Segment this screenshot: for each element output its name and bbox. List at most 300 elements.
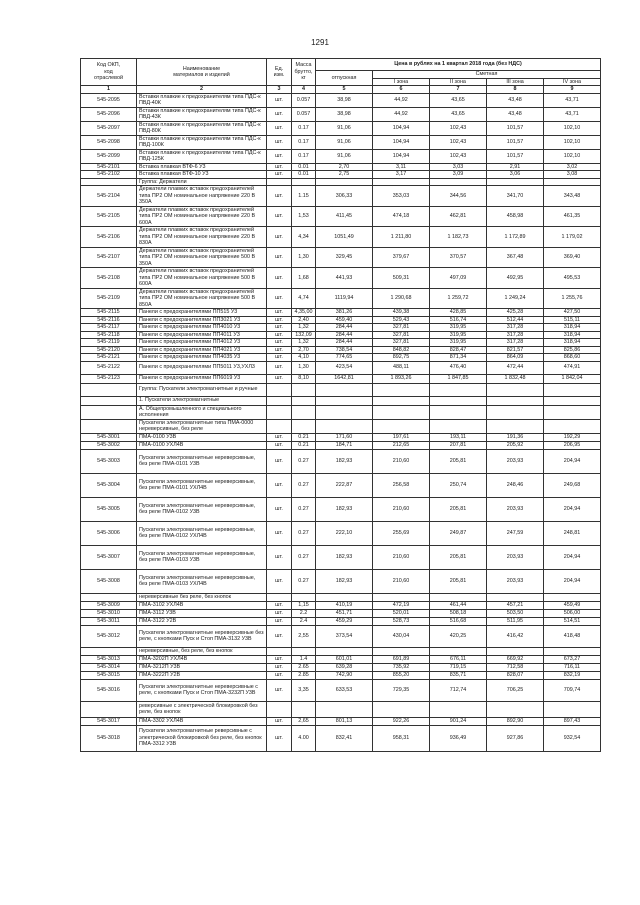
group-empty-cell [316, 405, 373, 419]
row-price-zone-1: 44,92 [373, 107, 430, 121]
table-row [81, 545, 601, 569]
row-price-zone-4: 515,11 [544, 316, 601, 324]
row-price-factory: 2,75 [316, 171, 373, 179]
row-unit: шт. [267, 163, 292, 171]
row-name: ПМА-0100 УХЛ4В [137, 441, 267, 449]
row-price-factory: 91,06 [316, 149, 373, 163]
row-price-zone-3: 317,28 [487, 331, 544, 339]
row-price-zone-2: 428,85 [430, 309, 487, 317]
row-price-zone-4: 204,94 [544, 449, 601, 473]
table-row [81, 441, 601, 449]
row-unit: шт. [267, 569, 292, 593]
row-name: Держатели плавких вставок предохранителей типа ПР2 ОМ номинальное напряжение 500 В 350А [137, 247, 267, 268]
row-name: Панели с предохранителями ПП6019 У3 [137, 374, 267, 383]
row-price-zone-4: 461,35 [544, 206, 601, 227]
row-price-zone-3: 248,46 [487, 473, 544, 497]
table-row [81, 569, 601, 593]
col-number-2: 2 [137, 86, 267, 94]
header-mass: Масса брутто, кг [292, 59, 316, 86]
row-price-zone-4: 204,94 [544, 545, 601, 569]
row-price-factory: 373,54 [316, 625, 373, 647]
row-price-zone-1: 212,65 [373, 441, 430, 449]
row-mass: 2.65 [292, 663, 316, 671]
row-mass: 2.4 [292, 617, 316, 625]
row-price-zone-4: 318,94 [544, 331, 601, 339]
group-title: Группа: Держатели [137, 178, 267, 186]
row-mass: 4,10 [292, 354, 316, 362]
row-code: 545-2105 [81, 206, 137, 227]
group-code-cell [81, 647, 137, 655]
row-price-zone-2: 1 847,85 [430, 374, 487, 383]
row-price-zone-4: 192,29 [544, 433, 601, 441]
row-name: Держатели плавких вставок предохранителей типа ПР2 ОМ номинальное напряжение 220 В 600А [137, 206, 267, 227]
row-price-zone-1: 474,18 [373, 206, 430, 227]
row-price-zone-2: 250,74 [430, 473, 487, 497]
group-empty-cell [316, 419, 373, 433]
row-price-zone-2: 420,25 [430, 625, 487, 647]
row-price-zone-4: 206,95 [544, 441, 601, 449]
row-price-zone-1: 353,03 [373, 186, 430, 207]
row-price-zone-2: 712,74 [430, 679, 487, 701]
table-row [81, 339, 601, 347]
row-price-zone-1: 327,81 [373, 339, 430, 347]
table-row [81, 679, 601, 701]
row-mass: 1.15 [292, 186, 316, 207]
group-empty-cell [373, 647, 430, 655]
row-price-zone-3: 821,57 [487, 346, 544, 354]
row-price-factory: 284,44 [316, 339, 373, 347]
row-unit: шт. [267, 247, 292, 268]
group-empty-cell [292, 178, 316, 186]
row-mass: 0.27 [292, 545, 316, 569]
row-price-zone-4: 1 179,02 [544, 227, 601, 248]
row-name: Панели с предохранителями ПП4021 У3 [137, 346, 267, 354]
row-name: Пускатели электромагнитные нереверсивные, без реле ПМА-0102 УХЛ4В [137, 521, 267, 545]
row-mass: 1,68 [292, 268, 316, 289]
row-price-zone-2: 461,44 [430, 601, 487, 609]
row-price-zone-4: 459,49 [544, 601, 601, 609]
row-price-zone-2: 207,81 [430, 441, 487, 449]
group-empty-cell [430, 647, 487, 655]
row-name: Вставки плавкие к предохранителям типа ПДС-к ПВД-43К [137, 107, 267, 121]
row-price-zone-2: 871,34 [430, 354, 487, 362]
group-row [81, 419, 601, 433]
row-mass: 0.17 [292, 149, 316, 163]
row-unit: шт. [267, 135, 292, 149]
row-price-zone-2: 1 182,73 [430, 227, 487, 248]
row-mass: 1,30 [292, 361, 316, 374]
row-price-zone-3: 1 249,24 [487, 288, 544, 309]
row-price-zone-4: 514,51 [544, 617, 601, 625]
row-mass: 3,35 [292, 679, 316, 701]
row-mass: 1,30 [292, 247, 316, 268]
row-price-zone-1: 210,60 [373, 545, 430, 569]
page-number: 1291 [311, 38, 329, 47]
row-price-zone-4: 673,27 [544, 655, 601, 663]
row-name: Пускатели электромагнитные нереверсивные без реле, с кнопками Пуск и Стоп ПМА-3132 У3В [137, 625, 267, 647]
row-price-factory: 410,19 [316, 601, 373, 609]
group-empty-cell [544, 419, 601, 433]
group-code-cell [81, 701, 137, 717]
row-name: Панели с предохранителями ПП515 У3 [137, 309, 267, 317]
row-code: 545-3008 [81, 569, 137, 593]
group-empty-cell [544, 701, 601, 717]
row-price-zone-1: 848,82 [373, 346, 430, 354]
row-mass: 2,55 [292, 625, 316, 647]
row-code: 545-3009 [81, 601, 137, 609]
row-unit: шт. [267, 331, 292, 339]
row-code: 545-2095 [81, 93, 137, 107]
row-unit: шт. [267, 206, 292, 227]
row-price-zone-2: 1 259,72 [430, 288, 487, 309]
row-mass: 1.4 [292, 655, 316, 663]
row-price-zone-1: 509,31 [373, 268, 430, 289]
row-mass: 8,10 [292, 374, 316, 383]
row-mass: 0.27 [292, 449, 316, 473]
table-row [81, 171, 601, 179]
row-price-zone-3: 828,07 [487, 671, 544, 679]
row-price-zone-3: 317,28 [487, 324, 544, 332]
row-name: Панели с предохранителями ПП4035 У3 [137, 354, 267, 362]
row-code: 545-2108 [81, 268, 137, 289]
group-empty-cell [544, 405, 601, 419]
header-zone-1: I зона [373, 78, 430, 86]
row-price-zone-4: 868,60 [544, 354, 601, 362]
row-mass: 0.17 [292, 135, 316, 149]
group-code-cell [81, 405, 137, 419]
row-price-zone-4: 495,53 [544, 268, 601, 289]
row-price-zone-3: 203,93 [487, 569, 544, 593]
table-row [81, 93, 601, 107]
table-row [81, 717, 601, 725]
row-price-factory: 459,40 [316, 316, 373, 324]
row-mass: 0.057 [292, 93, 316, 107]
header-zone-3: III зона [487, 78, 544, 86]
row-name: Вставка плавкая ВТФ-6 У3 [137, 163, 267, 171]
group-empty-cell [316, 396, 373, 405]
row-price-factory: 1119,94 [316, 288, 373, 309]
group-empty-cell [292, 593, 316, 601]
row-price-factory: 38,98 [316, 107, 373, 121]
row-price-zone-4: 825,86 [544, 346, 601, 354]
row-price-zone-4: 897,43 [544, 717, 601, 725]
row-name: Держатели плавких вставок предохранителей типа ПР2 ОМ номинальное напряжение 500 В 600А [137, 268, 267, 289]
row-unit: шт. [267, 288, 292, 309]
row-name: ПМА-3302 УХЛ4В [137, 717, 267, 725]
group-empty-cell [430, 701, 487, 717]
row-mass: 0.01 [292, 163, 316, 171]
col-number-3: 3 [267, 86, 292, 94]
row-mass: 2,40 [292, 316, 316, 324]
row-code: 545-2119 [81, 339, 137, 347]
header-zone-4: IV зона [544, 78, 601, 86]
row-price-zone-3: 503,50 [487, 609, 544, 617]
col-number-4: 4 [292, 86, 316, 94]
row-price-zone-2: 516,68 [430, 617, 487, 625]
row-price-zone-1: 379,67 [373, 247, 430, 268]
group-title: нереверсивные без реле, без кнопок [137, 593, 267, 601]
row-price-zone-2: 102,43 [430, 135, 487, 149]
row-unit: шт. [267, 601, 292, 609]
row-unit: шт. [267, 171, 292, 179]
row-code: 545-2118 [81, 331, 137, 339]
group-row [81, 593, 601, 601]
row-price-zone-2: 43,65 [430, 93, 487, 107]
row-name: Держатели плавких вставок предохранителей типа ПР2 ОМ номинальное напряжение 220 В 350А [137, 186, 267, 207]
row-mass: 2.2 [292, 609, 316, 617]
row-price-zone-2: 3,03 [430, 163, 487, 171]
row-price-zone-3: 3,06 [487, 171, 544, 179]
row-price-factory: 182,93 [316, 545, 373, 569]
group-empty-cell [267, 396, 292, 405]
row-price-zone-1: 210,60 [373, 569, 430, 593]
row-price-zone-4: 248,81 [544, 521, 601, 545]
group-empty-cell [487, 383, 544, 396]
row-price-factory: 284,44 [316, 324, 373, 332]
row-unit: шт. [267, 339, 292, 347]
row-price-zone-4: 418,48 [544, 625, 601, 647]
group-title: реверсивные с электрической блокировкой без реле, без кнопок [137, 701, 267, 717]
row-code: 545-2099 [81, 149, 137, 163]
row-code: 545-2097 [81, 121, 137, 135]
row-price-zone-3: 43,48 [487, 107, 544, 121]
row-price-zone-1: 1 893,26 [373, 374, 430, 383]
row-price-factory: 801,13 [316, 717, 373, 725]
group-empty-cell [544, 396, 601, 405]
row-price-zone-1: 256,58 [373, 473, 430, 497]
group-row [81, 701, 601, 717]
group-row [81, 405, 601, 419]
row-name: ПМА-3212П У3В [137, 663, 267, 671]
row-unit: шт. [267, 149, 292, 163]
row-code: 545-3013 [81, 655, 137, 663]
table-row [81, 449, 601, 473]
group-empty-cell [292, 396, 316, 405]
row-name: Пускатели электромагнитные нереверсивные, без реле ПМА-0101 УХЛ4В [137, 473, 267, 497]
row-unit: шт. [267, 497, 292, 521]
group-empty-cell [373, 701, 430, 717]
row-price-zone-1: 197,61 [373, 433, 430, 441]
row-price-zone-1: 104,94 [373, 149, 430, 163]
row-mass: 1,53 [292, 206, 316, 227]
table-row [81, 324, 601, 332]
row-price-zone-3: 341,70 [487, 186, 544, 207]
row-price-zone-1: 691,89 [373, 655, 430, 663]
row-mass: 0.01 [292, 171, 316, 179]
row-mass: 1,32 [292, 339, 316, 347]
group-empty-cell [316, 383, 373, 396]
price-table [80, 58, 601, 752]
row-price-zone-4: 43,71 [544, 93, 601, 107]
row-code: 545-3001 [81, 433, 137, 441]
row-price-zone-1: 1 211,80 [373, 227, 430, 248]
row-mass: 0.27 [292, 473, 316, 497]
row-mass: 0.27 [292, 497, 316, 521]
row-price-zone-1: 529,43 [373, 316, 430, 324]
row-code: 545-3005 [81, 497, 137, 521]
group-empty-cell [373, 396, 430, 405]
row-name: Панели с предохранителями ПП4011 У3 [137, 331, 267, 339]
row-name: Вставка плавкая ВТФ-10 У3 [137, 171, 267, 179]
row-price-zone-3: 669,92 [487, 655, 544, 663]
group-row [81, 178, 601, 186]
group-code-cell [81, 396, 137, 405]
row-unit: шт. [267, 186, 292, 207]
group-empty-cell [292, 383, 316, 396]
row-code: 545-3016 [81, 679, 137, 701]
row-price-factory: 184,71 [316, 441, 373, 449]
row-price-zone-1: 439,38 [373, 309, 430, 317]
row-price-factory: 284,44 [316, 331, 373, 339]
row-price-zone-1: 735,92 [373, 663, 430, 671]
row-price-zone-3: 472,44 [487, 361, 544, 374]
table-row [81, 497, 601, 521]
row-price-zone-3: 203,93 [487, 449, 544, 473]
group-empty-cell [487, 396, 544, 405]
row-code: 545-3015 [81, 671, 137, 679]
row-price-zone-3: 512,44 [487, 316, 544, 324]
row-unit: шт. [267, 725, 292, 751]
row-price-zone-4: 318,94 [544, 324, 601, 332]
row-price-zone-2: 719,15 [430, 663, 487, 671]
row-price-factory: 423,54 [316, 361, 373, 374]
row-price-zone-1: 327,81 [373, 331, 430, 339]
row-name: ПМА-3222П У2В [137, 671, 267, 679]
group-empty-cell [292, 647, 316, 655]
group-code-cell [81, 178, 137, 186]
row-price-zone-3: 457,21 [487, 601, 544, 609]
row-price-zone-2: 205,81 [430, 545, 487, 569]
row-price-zone-2: 476,40 [430, 361, 487, 374]
row-price-factory: 381,26 [316, 309, 373, 317]
row-price-zone-2: 102,43 [430, 149, 487, 163]
row-code: 545-2115 [81, 309, 137, 317]
table-row [81, 521, 601, 545]
row-price-zone-4: 318,94 [544, 339, 601, 347]
row-price-zone-4: 709,74 [544, 679, 601, 701]
row-price-zone-4: 249,68 [544, 473, 601, 497]
row-price-zone-3: 203,93 [487, 545, 544, 569]
group-title: Пускатели электромагнитные типа ПМА-0000 нереверсивные, без реле [137, 419, 267, 433]
row-price-zone-1: 44,92 [373, 93, 430, 107]
group-empty-cell [373, 419, 430, 433]
table-row [81, 331, 601, 339]
row-mass: 2.85 [292, 671, 316, 679]
row-price-zone-2: 319,95 [430, 331, 487, 339]
row-unit: шт. [267, 617, 292, 625]
group-empty-cell [373, 383, 430, 396]
row-code: 545-2121 [81, 354, 137, 362]
row-unit: шт. [267, 433, 292, 441]
row-price-zone-4: 102,10 [544, 149, 601, 163]
row-name: Вставки плавкие к предохранителям типа ПДС-к ПВД-125К [137, 149, 267, 163]
row-price-zone-4: 832,19 [544, 671, 601, 679]
table-row [81, 617, 601, 625]
table-row [81, 609, 601, 617]
row-price-factory: 171,60 [316, 433, 373, 441]
row-unit: шт. [267, 93, 292, 107]
group-row [81, 647, 601, 655]
group-empty-cell [544, 178, 601, 186]
row-price-zone-2: 497,09 [430, 268, 487, 289]
row-price-zone-1: 255,69 [373, 521, 430, 545]
group-empty-cell [316, 701, 373, 717]
row-price-zone-1: 472,19 [373, 601, 430, 609]
row-price-factory: 1051,49 [316, 227, 373, 248]
row-code: 545-3007 [81, 545, 137, 569]
group-row [81, 383, 601, 396]
row-name: ПМА-3122 У2В [137, 617, 267, 625]
row-unit: шт. [267, 441, 292, 449]
row-price-factory: 451,71 [316, 609, 373, 617]
group-empty-cell [430, 178, 487, 186]
table-row [81, 725, 601, 751]
group-empty-cell [267, 419, 292, 433]
row-price-zone-4: 102,10 [544, 121, 601, 135]
group-empty-cell [487, 647, 544, 655]
row-price-zone-3: 425,28 [487, 309, 544, 317]
row-price-factory: 441,93 [316, 268, 373, 289]
row-code: 545-2122 [81, 361, 137, 374]
row-price-zone-2: 462,81 [430, 206, 487, 227]
row-price-zone-1: 210,60 [373, 497, 430, 521]
row-price-zone-3: 101,57 [487, 121, 544, 135]
row-price-factory: 774,65 [316, 354, 373, 362]
row-price-zone-1: 892,75 [373, 354, 430, 362]
row-price-factory: 91,06 [316, 121, 373, 135]
row-price-zone-2: 508,18 [430, 609, 487, 617]
row-unit: шт. [267, 671, 292, 679]
table-row [81, 473, 601, 497]
table-row [81, 135, 601, 149]
row-price-zone-2: 516,74 [430, 316, 487, 324]
row-price-zone-2: 828,47 [430, 346, 487, 354]
group-code-cell [81, 593, 137, 601]
row-name: ПМА-3112 У3В [137, 609, 267, 617]
row-price-zone-3: 864,09 [487, 354, 544, 362]
row-price-zone-3: 458,98 [487, 206, 544, 227]
row-price-zone-3: 101,57 [487, 135, 544, 149]
row-price-factory: 1642,81 [316, 374, 373, 383]
row-price-factory: 738,54 [316, 346, 373, 354]
row-unit: шт. [267, 354, 292, 362]
row-mass: 0.21 [292, 433, 316, 441]
row-code: 545-3006 [81, 521, 137, 545]
header-estimate-price: Сметная [373, 71, 601, 79]
row-name: Панели с предохранителями ПП4012 У3 [137, 339, 267, 347]
row-price-zone-4: 716,11 [544, 663, 601, 671]
row-code: 545-3010 [81, 609, 137, 617]
table-row [81, 206, 601, 227]
row-mass: 0.21 [292, 441, 316, 449]
row-price-zone-1: 430,04 [373, 625, 430, 647]
group-empty-cell [292, 419, 316, 433]
table-row [81, 268, 601, 289]
row-price-zone-1: 520,01 [373, 609, 430, 617]
row-price-factory: 601,01 [316, 655, 373, 663]
group-empty-cell [292, 701, 316, 717]
row-mass: 1,32 [292, 324, 316, 332]
row-code: 545-3002 [81, 441, 137, 449]
group-empty-cell [267, 383, 292, 396]
group-empty-cell [267, 647, 292, 655]
col-number-1: 1 [81, 86, 137, 94]
group-title: нереверсивные, без реле, без кнопок [137, 647, 267, 655]
header-name: Наименование материалов и изделий [137, 59, 267, 86]
table-row [81, 663, 601, 671]
row-price-zone-3: 367,48 [487, 247, 544, 268]
group-empty-cell [544, 593, 601, 601]
